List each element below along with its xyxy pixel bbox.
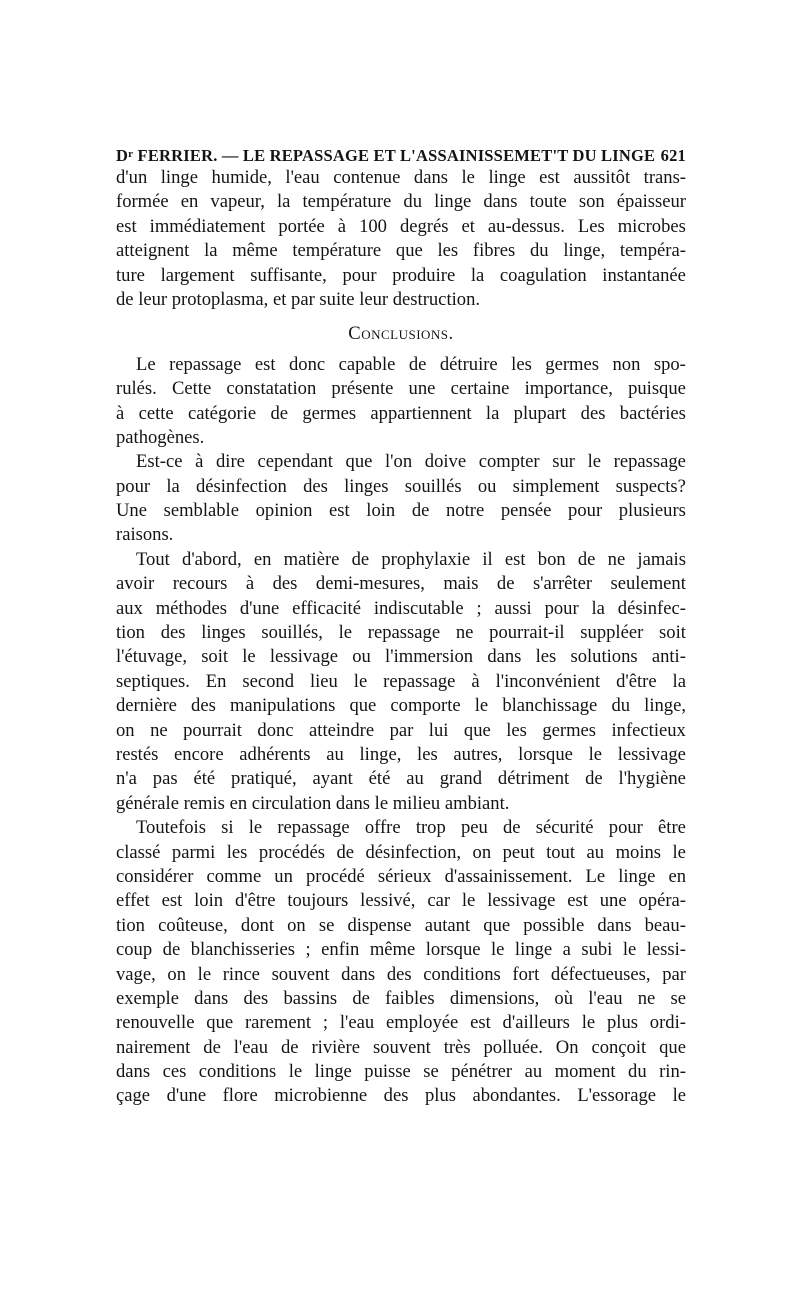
text-line: Est-ce à dire cependant que l'on doive compter sur le repassage [136, 451, 686, 473]
text-line: exemple dans des bassins de faibles dimensions, où l'eau ne se [116, 987, 686, 1009]
text-line: vage, on le rince souvent dans des conditions fort défectueuses, par [116, 963, 686, 985]
paragraph [116, 353, 686, 451]
paragraph [116, 816, 686, 1109]
text-line: générale remis en circulation dans le milieu ambiant. [116, 792, 510, 814]
text-line: tion des linges souillés, le repassage ne pourrait-il suppléer soit [116, 622, 686, 644]
text-line: ture largement suffisante, pour produire la coagulation instantanée [116, 264, 686, 286]
text-line: pour la désinfection des linges souillés ou simplement suspects? [116, 475, 686, 497]
text-line: classé parmi les procédés de désinfection, on peut tout au moins le [116, 841, 686, 863]
text-line: Une semblable opinion est loin de notre pensée pour plusieurs [116, 500, 686, 522]
text-line: de leur protoplasma, et par suite leur destruction. [116, 288, 481, 310]
text-line: aux méthodes d'une efficacité indiscutable ; aussi pour la désinfec- [116, 597, 686, 619]
text-line: considérer comme un procédé sérieux d'assainissement. Le linge en [116, 865, 686, 887]
text-line: renouvelle que rarement ; l'eau employée est d'ailleurs le plus ordi- [116, 1012, 686, 1034]
text-line: à cette catégorie de germes appartiennent la plupart des bactéries [116, 402, 686, 424]
book-page [116, 142, 686, 1109]
text-line: rulés. Cette constatation présente une certaine importance, puisque [116, 378, 686, 400]
text-line: n'a pas été pratiqué, ayant été au grand détriment de l'hygiène [116, 768, 686, 790]
author-superscript: r [128, 148, 134, 160]
text-line: raisons. [116, 524, 174, 546]
text-line: est immédiatement portée à 100 degrés et au-dessus. Les microbes [116, 215, 686, 237]
text-line: septiques. En second lieu le repassage à l'inconvénient d'être la [116, 670, 686, 692]
text-line: pathogènes. [116, 426, 205, 448]
text-line: tion coûteuse, dont on se dispense autant que possible dans beau- [116, 914, 686, 936]
text-line: nairement de l'eau de rivière souvent très polluée. On conçoit que [116, 1036, 686, 1058]
header-title: FERRIER. — LE REPASSAGE ET L'ASSAINISSEMET'T DU LINGE [137, 146, 656, 165]
text-line: effet est loin d'être toujours lessivé, car le lessivage est une opéra- [116, 890, 686, 912]
text-line: on ne pourrait donc atteindre par lui que les germes infectieux [116, 719, 686, 741]
running-head [116, 142, 686, 166]
text-line: formée en vapeur, la température du linge dans toute son épaisseur [116, 191, 686, 213]
text-line: avoir recours à des demi-mesures, mais de s'arrêter seulement [116, 573, 686, 595]
text-line: çage d'une flore microbienne des plus abondantes. L'essorage le [116, 1085, 686, 1107]
text-line: dernière des manipulations que comporte le blanchissage du linge, [116, 695, 686, 717]
text-line: atteignent la même température que les fibres du linge, tempéra- [116, 240, 686, 262]
page-number: 621 [660, 146, 686, 165]
author-prefix: D [116, 146, 129, 165]
text-line: dans ces conditions le linge puisse se pénétrer au moment du rin- [116, 1061, 686, 1083]
text-line: d'un linge humide, l'eau contenue dans le linge est aussitôt trans- [116, 167, 686, 188]
running-head-title [116, 142, 655, 168]
section-heading: Conclusions. [348, 323, 454, 345]
paragraph [116, 548, 686, 816]
paragraph [116, 450, 686, 548]
text-line: restés encore adhérents au linge, les autres, lorsque le lessivage [116, 743, 686, 765]
text-line: Le repassage est donc capable de détruire les germes non spo- [136, 353, 686, 375]
text-line: Tout d'abord, en matière de prophylaxie il est bon de ne jamais [136, 548, 686, 570]
text-line: l'étuvage, soit le lessivage ou l'immersion dans les solutions anti- [116, 646, 686, 668]
paragraph-continuation [116, 166, 686, 312]
text-line: coup de blanchisseries ; enfin même lorsque le linge a subi le lessi- [116, 939, 686, 961]
text-line: Toutefois si le repassage offre trop peu de sécurité pour être [136, 817, 686, 839]
